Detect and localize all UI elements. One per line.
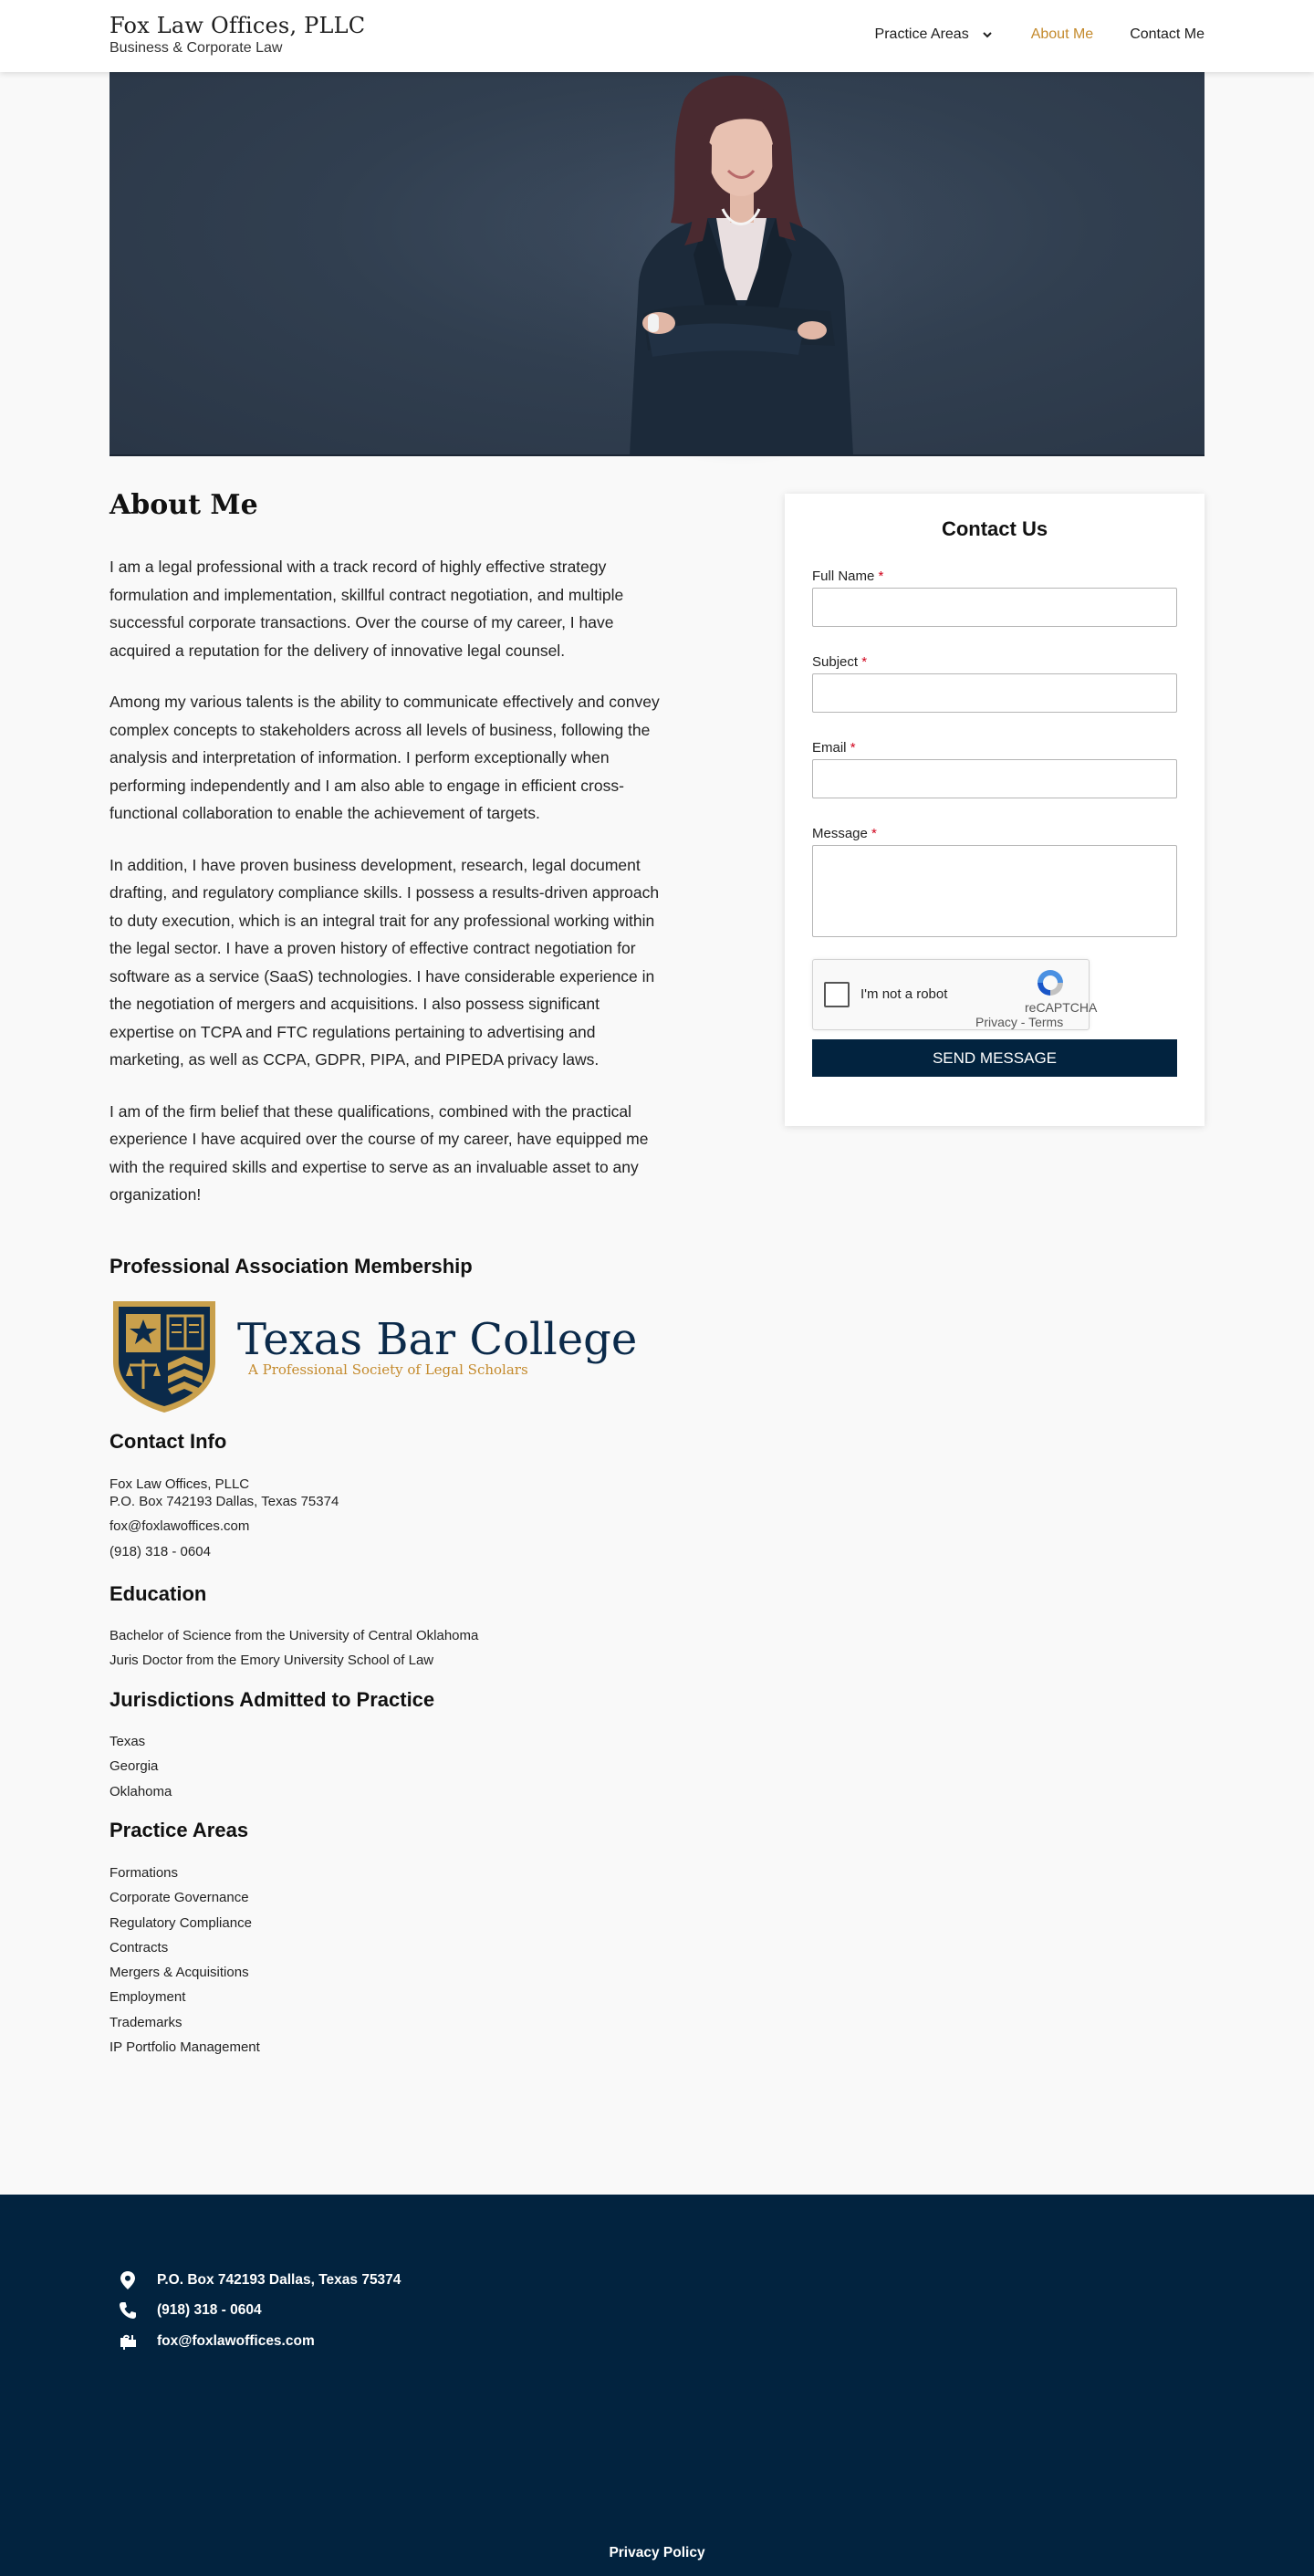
contact-form-card <box>785 494 1204 1126</box>
contact-info-block <box>110 1476 339 1510</box>
site-header <box>0 0 1314 72</box>
jurisdictions-heading: Jurisdictions Admitted to Practice <box>110 1688 435 1711</box>
education-list <box>110 1623 478 1674</box>
practice-area-item: Employment <box>110 1989 186 2006</box>
mailbox-icon <box>119 2332 137 2351</box>
org-name: Texas Bar College <box>237 1314 638 1365</box>
education-heading: Education <box>110 1582 207 1605</box>
education-item: Juris Doctor from the Emory University School of Law <box>110 1653 434 1669</box>
attorney-portrait <box>110 72 1204 456</box>
footer-email[interactable]: fox@foxlawoffices.com <box>157 2333 315 2349</box>
nav-practice-areas[interactable] <box>875 26 993 43</box>
brand-title[interactable]: Fox Law Offices, PLLC <box>110 13 366 38</box>
full-name-label: Full Name * <box>812 568 884 584</box>
footer-address: P.O. Box 742193 Dallas, Texas 75374 <box>157 2272 402 2288</box>
nav-about-me[interactable]: About Me <box>1030 26 1094 42</box>
send-message-button[interactable]: SEND MESSAGE <box>812 1039 1177 1077</box>
contact-form-title: Contact Us <box>941 517 1048 540</box>
email-input[interactable] <box>812 759 1177 798</box>
jurisdiction-item: Texas <box>110 1734 146 1749</box>
practice-area-item: Mergers & Acquisitions <box>110 1965 249 1981</box>
practice-area-item: Formations <box>110 1865 179 1881</box>
practice-area-item: IP Portfolio Management <box>110 2039 260 2056</box>
practice-area-item: Trademarks <box>110 2014 182 2030</box>
footer-email-row <box>119 2332 315 2351</box>
nav-practice-areas-label: Practice Areas <box>874 26 969 42</box>
about-title: About Me <box>110 489 258 521</box>
contact-info-address: P.O. Box 742193 Dallas, Texas 75374 <box>110 1494 339 1509</box>
recaptcha-icon <box>1035 967 1066 998</box>
about-paragraph: I am a legal professional with a track record of highly effective strategy formulation and implementation, skillful contract negotiation, and multiple successful corporate transactions. Over the course of my career, I have acquired a reputation for the delivery of innovative legal counsel. <box>110 558 624 660</box>
recaptcha-widget <box>812 959 1098 1030</box>
main-nav <box>875 26 1204 43</box>
chevron-down-icon <box>982 29 993 40</box>
contact-info-email[interactable]: fox@foxlawoffices.com <box>110 1518 250 1534</box>
contact-info-firm: Fox Law Offices, PLLC <box>110 1476 250 1492</box>
subject-label: Subject * <box>812 654 868 670</box>
contact-info-phone[interactable]: (918) 318 - 0604 <box>110 1544 211 1559</box>
practice-areas-list <box>110 1861 260 2060</box>
phone-icon <box>119 2301 137 2320</box>
message-textarea[interactable] <box>812 845 1177 937</box>
shield-icon <box>110 1298 219 1414</box>
practice-area-item: Corporate Governance <box>110 1890 249 1906</box>
practice-areas-heading: Practice Areas <box>110 1819 249 1841</box>
hero-image <box>110 72 1204 456</box>
contact-info-heading: Contact Info <box>110 1430 227 1453</box>
site-footer <box>0 2195 1314 2576</box>
privacy-policy-link[interactable]: Privacy Policy <box>609 2545 705 2560</box>
practice-area-item: Regulatory Compliance <box>110 1914 252 1931</box>
subject-input[interactable] <box>812 673 1177 713</box>
footer-phone-row <box>119 2301 262 2320</box>
jurisdictions-list <box>110 1729 172 1804</box>
footer-address-row <box>119 2271 401 2289</box>
footer-phone[interactable]: (918) 318 - 0604 <box>157 2302 262 2318</box>
map-pin-icon <box>119 2271 137 2289</box>
nav-contact-me[interactable]: Contact Me <box>1130 26 1204 42</box>
about-paragraph: In addition, I have proven business development, research, legal document drafting, and regulatory compliance skills. I possess a results-driven approach to duty execution, which is an integral trait for any professional working within the legal sector. I have a proven history of effective contract negotiation for software as a service (SaaS) technologies. I have considerable experience in the negotiation of mergers and acquisitions. I also possess significant expertise on TCPA and FTC regulations pertaining to advertising and marketing, as well as CCPA, GDPR, PIPA, and PIPEDA privacy laws. <box>110 855 660 1069</box>
jurisdiction-item: Georgia <box>110 1758 159 1775</box>
texas-bar-college-logo <box>110 1298 638 1414</box>
about-body <box>110 553 666 1233</box>
recaptcha-brand: reCAPTCHA <box>1025 1000 1098 1015</box>
brand-subtitle: Business & Corporate Law <box>110 40 283 56</box>
recaptcha-checkbox[interactable] <box>824 982 850 1007</box>
practice-area-item: Contracts <box>110 1939 169 1955</box>
jurisdiction-item: Oklahoma <box>110 1783 172 1799</box>
about-paragraph: I am of the firm belief that these qualifications, combined with the practical experience I have acquired over the course of my career, have equipped me with the required skills and expertise to serve as an invaluable asset to any organization! <box>110 1101 649 1204</box>
org-tagline: A Professional Society of Legal Scholars <box>248 1361 528 1378</box>
brand[interactable] <box>110 13 365 57</box>
education-item: Bachelor of Science from the University of Central Oklahoma <box>110 1628 479 1643</box>
recaptcha-label: I'm not a robot <box>860 986 948 1002</box>
full-name-input[interactable] <box>812 588 1177 627</box>
about-paragraph: Among my various talents is the ability to communicate effectively and convey complex concepts to stakeholders across all levels of business, following the analysis and interpretation of information. I perform exceptionally when performing independently and I am also able to engage in efficient cross-functional collaboration to enable the achievement of targets. <box>110 693 660 822</box>
message-label: Message * <box>812 826 877 841</box>
membership-heading: Professional Association Membership <box>110 1255 473 1278</box>
email-label: Email * <box>812 740 856 756</box>
recaptcha-links[interactable]: Privacy - Terms <box>975 1015 1064 1029</box>
